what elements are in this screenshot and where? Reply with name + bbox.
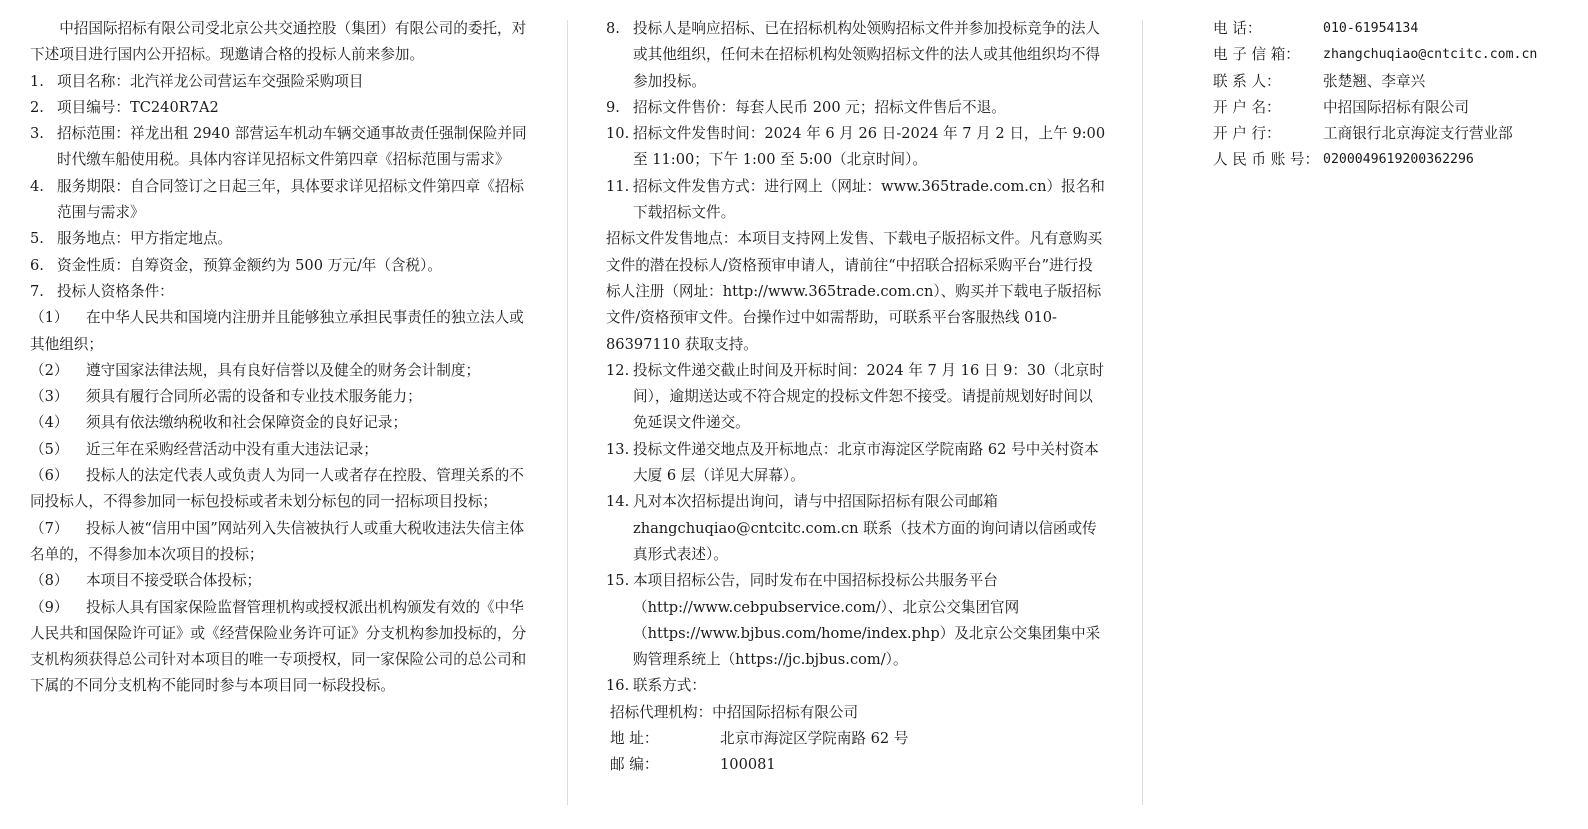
qualification-item: （8） 本项目不接受联合体投标； [30, 572, 262, 590]
qualification-item: （2） 遵守国家法律法规，具有良好信誉以及健全的财务会计制度； [30, 361, 481, 379]
column-divider [567, 20, 568, 805]
contact-block [606, 700, 1106, 779]
list-item: 14. 凡对本次招标提出询问，请与中招国际招标有限公司邮箱 zhangchuqiao@cntcitc.com.cn 联系（技术方面的询问请以信函或传真形式表述）。 [606, 493, 1097, 563]
list-item: 4. 服务期限：自合同签订之日起三年，具体要求详见招标文件第四章《招标范围与需求》 [30, 177, 525, 222]
list-item: 13. 投标文件递交地点及开标地点：北京市海淀区学院南路 62 号中关村资本大厦 6 层（详见大屏幕）。 [606, 440, 1099, 485]
list-item: 5. 服务地点：甲方指定地点。 [30, 230, 233, 248]
account-number-line: 人 民 币 账 号： 0200049619200362296 [1213, 151, 1474, 169]
bank-line: 开 户 行： 工商银行北京海淀支行营业部 [1213, 125, 1513, 143]
phone-line: 电 话： 010-61954134 [1213, 20, 1419, 37]
numbered-list-1 [30, 69, 530, 306]
sale-place-paragraph: 招标文件发售地点：本项目支持网上发售、下载电子版招标文件。凡有意购买文件的潜在投标人/资格预审申请人，请前往“中招联合招标采购平台”进行投标人注册（网址：http://www.365trade.com.cn）、购买并下载电子版招标文件/资格预审文件。台操作过中如需帮助，可联系平台客服热线 010-86397110 获取支持。 [606, 230, 1103, 353]
list-item: 9. 招标文件售价：每套人民币 200 元；招标文件售后不退。 [606, 98, 1006, 116]
numbered-list-3 [606, 358, 1106, 700]
qualification-item: （5） 近三年在采购经营活动中没有重大违法记录； [30, 440, 378, 458]
agency-line: 招标代理机构：中招国际招标有限公司 [610, 703, 859, 721]
postcode-line: 邮 编： 100081 [610, 756, 776, 774]
list-item: 1. 项目名称：北汽祥龙公司营运车交强险采购项目 [30, 72, 364, 90]
numbered-list-2 [606, 16, 1106, 226]
column-left [30, 16, 530, 700]
qualification-item: （1） 在中华人民共和国境内注册并且能够独立承担民事责任的独立法人或其他组织； [30, 309, 524, 353]
list-item: 2. 项目编号：TC240R7A2 [30, 98, 219, 116]
list-item: 15. 本项目招标公告，同时发布在中国招标投标公共服务平台（http://www.cebpubservice.com/）、北京公交集团官网（https://www.bjbus.com/home/index.php）及北京公交集团集中采购管理系统上（https://jc.bjbus.com/）。 [606, 572, 1101, 669]
list-item: 12. 投标文件递交截止时间及开标时间：2024 年 7 月 16 日 9：30（北京时间），逾期送达或不符合规定的投标文件恕不接受。请提前规划好时间以免延误文件递交。 [606, 361, 1104, 432]
qualification-item: （3） 须具有履行合同所必需的设备和专业技术服务能力； [30, 388, 422, 406]
column-middle [606, 16, 1106, 779]
qualification-item: （9） 投标人具有国家保险监督管理机构或授权派出机构颁发有效的《中华人民共和国保险许可证》或《经营保险业务许可证》分支机构参加投标的，分支机构须获得总公司针对本项目的唯一专项授权，同一家保险公司的总公司和下属的不同分支机构不能同时参与本项目同一标段投标。 [30, 598, 527, 695]
account-name-line: 开 户 名： 中招国际招标有限公司 [1213, 98, 1469, 116]
list-item: 8. 投标人是响应招标、已在招标机构处领购招标文件并参加投标竞争的法人或其他组织，任何未在招标机构处领购招标文件的法人或其他组织均不得参加投标。 [606, 20, 1101, 90]
list-item: 10. 招标文件发售时间：2024 年 6 月 26 日-2024 年 7 月 2 日，上午 9:00 至 11:00；下午 1:00 至 5:00（北京时间）。 [606, 125, 1106, 169]
column-divider [1142, 20, 1143, 805]
qualification-item: （4） 须具有依法缴纳税收和社会保障资金的良好记录； [30, 414, 408, 432]
list-item: 6. 资金性质：自筹资金，预算金额约为 500 万元/年（含税）。 [30, 256, 443, 274]
qualification-item: （6） 投标人的法定代表人或负责人为同一人或者存在控股、管理关系的不同投标人，不得参加同一标包投标或者未划分标包的同一招标项目投标； [30, 467, 524, 511]
list-item: 3. 招标范围：祥龙出租 2940 部营运车机动车辆交通事故责任强制保险并同时代缴车船使用税。具体内容详见招标文件第四章《招标范围与需求》 [30, 125, 527, 169]
qualification-item: （7） 投标人被“信用中国”网站列入失信被执行人或重大税收违法失信主体名单的，不得参加本次项目的投标； [30, 519, 525, 563]
address-line: 地 址： 北京市海淀区学院南路 62 号 [610, 730, 909, 748]
list-item: 7. 投标人资格条件： [30, 282, 174, 300]
column-right [1213, 16, 1573, 174]
email-line: 电 子 信 箱： zhangchuqiao@cntcitc.com.cn [1213, 46, 1538, 64]
contact-person-line: 联 系 人： 张楚翘、李章兴 [1213, 72, 1426, 90]
qualification-list [30, 305, 530, 699]
list-item: 16. 联系方式： [606, 677, 706, 695]
list-item: 11. 招标文件发售方式：进行网上（网址：www.365trade.com.cn）报名和下载招标文件。 [606, 177, 1105, 222]
intro-paragraph: 中招国际招标有限公司受北京公共交通控股（集团）有限公司的委托，对下述项目进行国内公开招标。现邀请合格的投标人前来参加。 [30, 20, 527, 64]
